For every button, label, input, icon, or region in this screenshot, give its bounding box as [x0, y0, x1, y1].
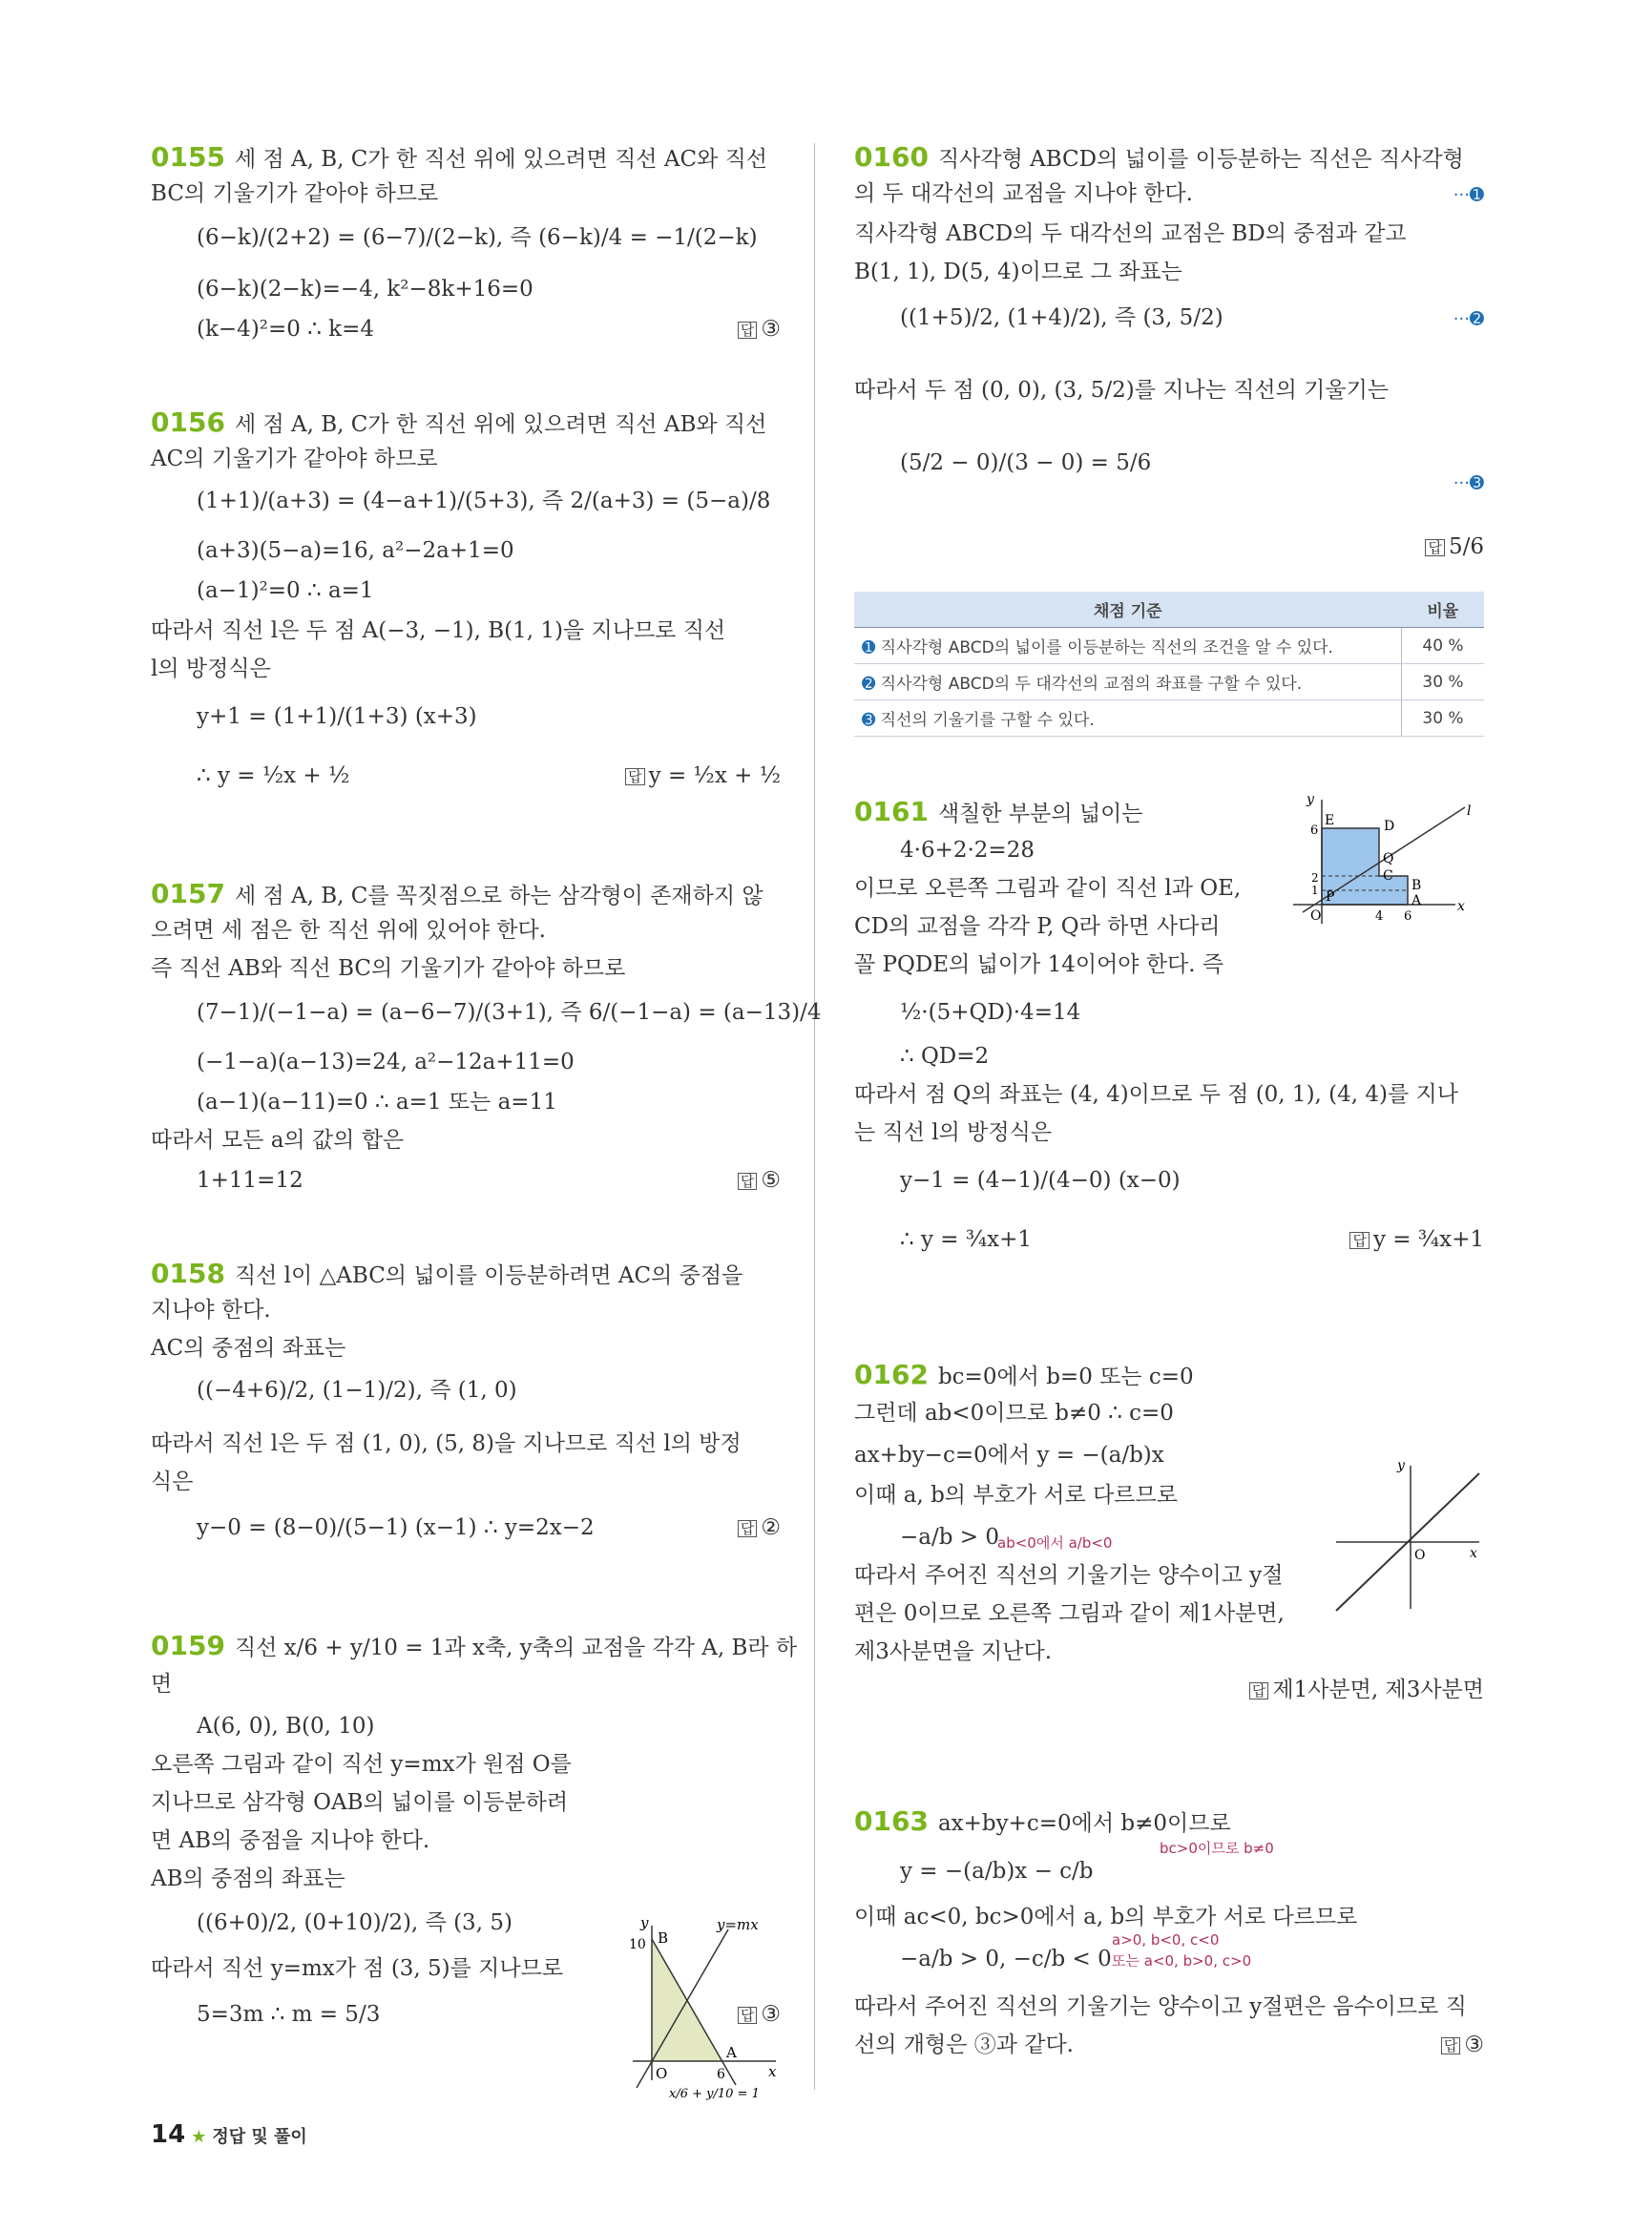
- solution-line: 지나므로 삼각형 OAB의 넓이를 이등분하려: [151, 1790, 569, 1815]
- tick-label-6: 6: [717, 2067, 725, 2082]
- solution-line: 따라서 점 Q의 좌표는 (4, 4)이므로 두 점 (0, 1), (4, 4)를 지나: [854, 1082, 1458, 1107]
- solution-line: 꼴 PQDE의 넓이가 14이어야 한다. 즉: [854, 952, 1224, 977]
- problem-number: 0160: [854, 141, 929, 173]
- equation-line: ∴ y = ½x + ½: [197, 763, 350, 788]
- answer: 답 ⑤: [738, 1166, 781, 1195]
- solution-line: 세 점 A, B, C가 한 직선 위에 있으려면 직선 AB와 직선: [234, 412, 767, 437]
- solution-line: 직사각형 ABCD의 넓이를 이등분하는 직선은 직사각형: [937, 147, 1464, 172]
- solution-line: 면 AB의 중점을 지나야 한다.: [151, 1828, 430, 1853]
- equation-line: ∴ y = ¾x+1: [900, 1227, 1032, 1252]
- line-y-mx: [637, 1929, 728, 2088]
- origin-label: O: [656, 2065, 668, 2082]
- solution-line: 오른쪽 그림과 같이 직선 y=mx가 원점 O를: [151, 1752, 572, 1777]
- solution-line: 따라서 주어진 직선의 기울기는 양수이고 y절편은 음수이므로 직: [854, 1994, 1467, 2019]
- equation-line: ((6+0)/2, (0+10)/2), 즉 (3, 5): [197, 1910, 512, 1935]
- equation-line: y−1 = (4−1)/(4−0) (x−0): [900, 1168, 1181, 1193]
- answer: 답 ③: [738, 2000, 781, 2029]
- triangle-oab-figure: [623, 1918, 781, 2104]
- tick-label-10: 10: [629, 1937, 646, 1952]
- answer: 답 5/6: [1425, 532, 1484, 561]
- answer-box-icon: 답: [1425, 539, 1445, 556]
- equation-line: ((1+5)/2, (1+4)/2), 즉 (3, 5/2): [900, 305, 1223, 330]
- x-axis-label: x: [1457, 899, 1465, 914]
- solution-line: 으려면 세 점은 한 직선 위에 있어야 한다.: [151, 918, 546, 943]
- tick-label-4: 4: [1375, 909, 1384, 924]
- solution-line: 면: [151, 1672, 173, 1697]
- solution-line: AB의 중점의 좌표는: [151, 1866, 345, 1891]
- solution-line: 이므로 오른쪽 그림과 같이 직선 l과 OE,: [854, 876, 1242, 901]
- solution-line: 색칠한 부분의 넓이는: [937, 802, 1143, 826]
- problem-number: 0159: [151, 1630, 225, 1661]
- equation-line: −a/b > 0: [900, 1525, 999, 1550]
- tick-label-1: 1: [1311, 884, 1319, 897]
- line-label-ymx: y=mx: [717, 1918, 759, 1933]
- scoring-table: [854, 592, 1484, 737]
- answer-box-icon: 답: [1349, 1232, 1370, 1249]
- answer: 답 ②: [738, 1513, 781, 1542]
- equation-line: (1+1)/(a+3) = (4−a+1)/(5+3), 즉 2/(a+3) = (5−a)/8: [197, 489, 771, 513]
- x-axis-label: x: [768, 2063, 777, 2080]
- solution-line: 제3사분면을 지난다.: [854, 1639, 1052, 1664]
- solution-line: 지나야 한다.: [151, 1298, 271, 1323]
- answer-box-icon: 답: [625, 768, 645, 785]
- table-row: ➊ 직사각형 ABCD의 넓이를 이등분하는 직선의 조건을 알 수 있다. 40 %: [854, 628, 1484, 664]
- annotation-note: ab<0에서 a/b<0: [997, 1534, 1113, 1552]
- origin-label: O: [1310, 908, 1322, 924]
- equation-line: y = −(a/b)x − c/b: [900, 1859, 1094, 1884]
- annotation-note: 또는 a<0, b>0, c>0: [1112, 1952, 1252, 1970]
- table-row: ➌ 직선의 기울기를 구할 수 있다. 30 %: [854, 700, 1484, 737]
- line-l-label: l: [1467, 803, 1472, 819]
- answer: 답 제1사분면, 제3사분면: [1249, 1676, 1484, 1704]
- solution-line: 따라서 두 점 (0, 0), (3, 5/2)를 지나는 직선의 기울기는: [854, 378, 1390, 403]
- point-p-label: P: [1326, 889, 1335, 905]
- answer: 답 y = ¾x+1: [1349, 1225, 1484, 1254]
- equation-line: 5=3m ∴ m = 5/3: [197, 2002, 381, 2027]
- solution-line: 이때 a, b의 부호가 서로 다르므로: [854, 1483, 1178, 1508]
- point-b-label: B: [1412, 878, 1422, 893]
- solution-line: 따라서 모든 a의 값의 합은: [151, 1128, 405, 1153]
- equation-line: 4·6+2·2=28: [900, 838, 1035, 863]
- solution-line: 즉 직선 AB와 직선 BC의 기울기가 같아야 하므로: [151, 956, 626, 981]
- equation-line: −a/b > 0, −c/b < 0: [900, 1947, 1112, 1971]
- equation-line: (6−k)(2−k)=−4, k²−8k+16=0: [197, 277, 533, 302]
- problem-number: 0157: [151, 878, 225, 909]
- solution-line: 그런데 ab<0이므로 b≠0 ∴ c=0: [854, 1401, 1174, 1426]
- answer-box-icon: 답: [738, 1520, 758, 1537]
- line-through-origin-figure: [1327, 1456, 1484, 1614]
- point-a-label: A: [726, 2044, 737, 2061]
- table-header: 비율: [1402, 592, 1485, 628]
- marker-2: ···➋: [1453, 309, 1484, 329]
- equation-line: ∴ QD=2: [900, 1044, 990, 1069]
- equation-line: ((−4+6)/2, (1−1)/2), 즉 (1, 0): [197, 1378, 517, 1403]
- answer-box-icon: 답: [738, 1173, 758, 1190]
- solution-line: 따라서 직선 l은 두 점 A(−3, −1), B(1, 1)을 지나므로 직선: [151, 618, 726, 643]
- equation-line: 1+11=12: [197, 1168, 303, 1193]
- problem-number: 0156: [151, 407, 225, 438]
- solution-line: bc=0에서 b=0 또는 c=0: [937, 1365, 1194, 1389]
- tick-label-6: 6: [1310, 824, 1319, 838]
- page-footer: [151, 2120, 307, 2149]
- answer-box-icon: 답: [738, 322, 758, 339]
- solution-line: 선의 개형은 ③과 같다.: [854, 2033, 1074, 2057]
- table-row: ➋ 직사각형 ABCD의 두 대각선의 교점의 좌표를 구할 수 있다. 30 %: [854, 664, 1484, 700]
- solution-line: 따라서 주어진 직선의 기울기는 양수이고 y절: [854, 1563, 1284, 1588]
- tick-label-6x: 6: [1404, 909, 1412, 924]
- x-axis-label: x: [1470, 1546, 1477, 1561]
- shaded-region: [1322, 828, 1408, 905]
- annotation-note: bc>0이므로 b≠0: [1160, 1840, 1274, 1857]
- solution-line: 편은 0이므로 오른쪽 그림과 같이 제1사분면,: [854, 1601, 1285, 1626]
- solution-line: 세 점 A, B, C를 꼭짓점으로 하는 삼각형이 존재하지 않: [234, 884, 763, 908]
- problem-number: 0163: [854, 1805, 929, 1837]
- line-label-equation: x/6 + y/10 = 1: [669, 2087, 760, 2101]
- solution-line: AC의 기울기가 같아야 하므로: [151, 447, 438, 471]
- equation-line: y−0 = (8−0)/(5−1) (x−1) ∴ y=2x−2: [197, 1515, 595, 1540]
- equation-line: (a−1)(a−11)=0 ∴ a=1 또는 a=11: [197, 1090, 557, 1115]
- column-divider: [814, 143, 815, 2090]
- solution-line: 직선 x/6 + y/10 = 1과 x축, y축의 교점을 각각 A, B라 하: [234, 1636, 798, 1660]
- answer-box-icon: 답: [1249, 1682, 1269, 1699]
- y-axis-label: y: [640, 1918, 649, 1931]
- solution-line: 따라서 직선 l은 두 점 (1, 0), (5, 8)을 지나므로 직선 l의 방정: [151, 1431, 742, 1456]
- equation-line: (−1−a)(a−13)=24, a²−12a+11=0: [197, 1050, 575, 1074]
- y-axis-label: y: [1307, 792, 1314, 807]
- answer: 답 ③: [738, 315, 781, 344]
- rectangle-figure: [1284, 790, 1484, 981]
- point-d-label: D: [1384, 819, 1395, 834]
- equation-line: (6−k)/(2+2) = (6−7)/(2−k), 즉 (6−k)/4 = −1/(2−k): [197, 225, 758, 250]
- solution-line: AC의 중점의 좌표는: [151, 1336, 346, 1361]
- solution-line: CD의 교점을 각각 P, Q라 하면 사다리: [854, 914, 1221, 939]
- solution-line: BC의 기울기가 같아야 하므로: [151, 181, 439, 206]
- point-b-label: B: [658, 1929, 669, 1947]
- equation-line: (7−1)/(−1−a) = (a−6−7)/(3+1), 즉 6/(−1−a) = (a−13)/4: [197, 1000, 822, 1025]
- annotation-note: a>0, b<0, c<0: [1112, 1931, 1220, 1949]
- equation-line: y+1 = (1+1)/(1+3) (x+3): [197, 704, 477, 729]
- solution-line: ax+by−c=0에서 y = −(a/b)x: [854, 1443, 1164, 1468]
- solution-line: 의 두 대각선의 교점을 지나야 한다.: [854, 181, 1193, 206]
- solution-line: 직선 l이 △ABC의 넓이를 이등분하려면 AC의 중점을: [234, 1263, 743, 1288]
- solution-line: 세 점 A, B, C가 한 직선 위에 있으려면 직선 AC와 직선: [234, 147, 768, 172]
- solution-line: 는 직선 l의 방정식은: [854, 1120, 1053, 1145]
- table-header: 채점 기준: [854, 592, 1402, 628]
- footer-title: 정답 및 풀이: [212, 2127, 307, 2147]
- point-a-label: A: [1412, 893, 1422, 908]
- solution-line: l의 방정식은: [151, 657, 271, 681]
- problem-number: 0158: [151, 1258, 225, 1289]
- answer-box-icon: 답: [738, 2007, 758, 2024]
- page-number: 14: [151, 2120, 186, 2149]
- point-e-label: E: [1325, 813, 1335, 828]
- answer-box-icon: 답: [1441, 2037, 1461, 2054]
- star-icon: ★: [191, 2127, 207, 2147]
- marker-1: ···➊: [1453, 185, 1484, 205]
- equation-line: (k−4)²=0 ∴ k=4: [197, 317, 375, 342]
- equation-line: (a+3)(5−a)=16, a²−2a+1=0: [197, 538, 514, 563]
- equation-line: (a−1)²=0 ∴ a=1: [197, 578, 374, 603]
- point-q-label: Q: [1383, 851, 1394, 866]
- answer: 답 y = ½x + ½: [625, 761, 781, 790]
- solution-line: B(1, 1), D(5, 4)이므로 그 좌표는: [854, 260, 1182, 284]
- problem-number: 0155: [151, 141, 225, 173]
- solution-line: ax+by+c=0에서 b≠0이므로: [937, 1811, 1231, 1836]
- tick-label-2: 2: [1311, 871, 1319, 885]
- origin-label: O: [1414, 1548, 1426, 1563]
- problem-number: 0162: [854, 1359, 929, 1390]
- marker-3: ···➌: [1453, 473, 1484, 493]
- solution-line: 따라서 직선 y=mx가 점 (3, 5)를 지나므로: [151, 1956, 564, 1981]
- answer: 답 ③: [1441, 2031, 1484, 2059]
- solution-line: 식은: [151, 1470, 194, 1494]
- equation-line: A(6, 0), B(0, 10): [197, 1714, 375, 1739]
- solution-line: 이때 ac<0, bc>0에서 a, b의 부호가 서로 다르므로: [854, 1905, 1358, 1929]
- solution-line: 직사각형 ABCD의 두 대각선의 교점은 BD의 중점과 같고: [854, 221, 1407, 246]
- point-c-label: C: [1383, 868, 1393, 884]
- y-axis-label: y: [1397, 1458, 1405, 1473]
- problem-number: 0161: [854, 796, 929, 827]
- equation-line: (5/2 − 0)/(3 − 0) = 5/6: [900, 450, 1152, 475]
- equation-line: ½·(5+QD)·4=14: [900, 1000, 1081, 1025]
